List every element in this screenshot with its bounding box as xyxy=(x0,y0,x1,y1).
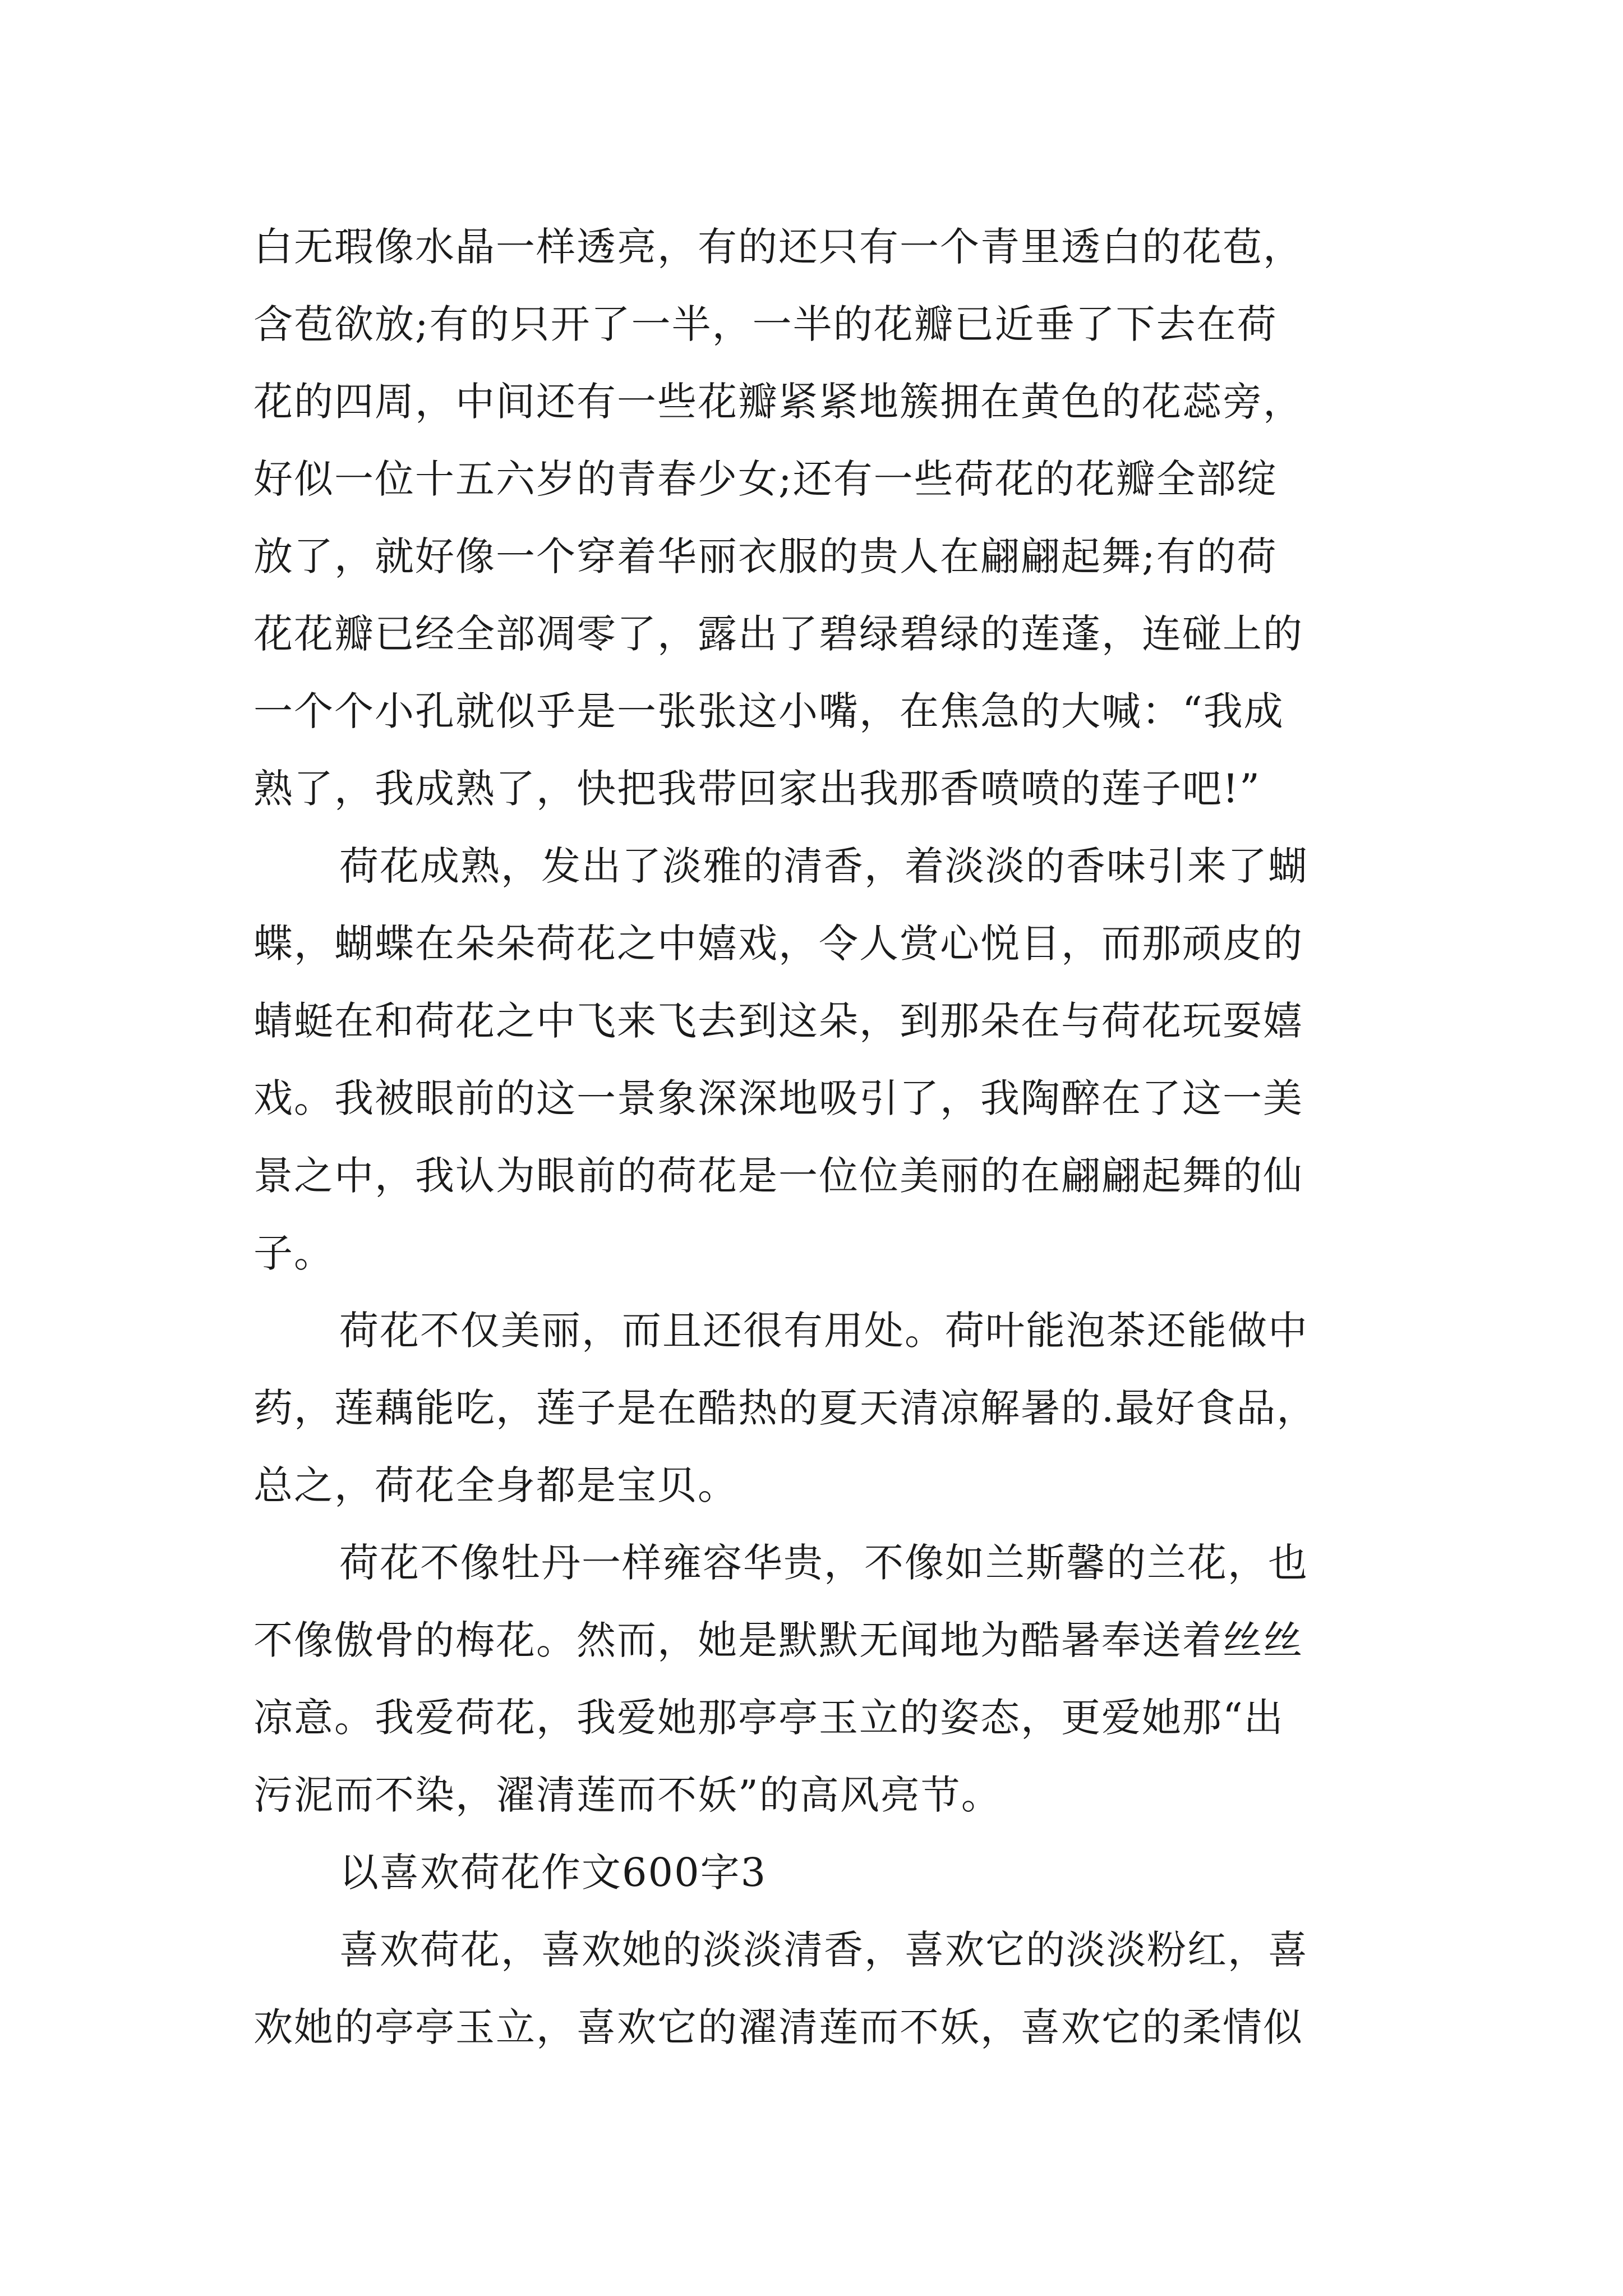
text-line: 总之，荷花全身都是宝贝。 xyxy=(253,1462,738,1508)
paragraph-start-line: 喜欢荷花，喜欢她的淡淡清香，喜欢它的淡淡粉红，喜 xyxy=(339,1927,1308,1973)
text-line: 蜻蜓在和荷花之中飞来飞去到这朵，到那朵在与荷花玩耍嬉 xyxy=(253,998,1303,1044)
text-line: 花花瓣已经全部凋零了，露出了碧绿碧绿的莲蓬，连碰上的 xyxy=(253,611,1303,657)
text-line: 不像傲骨的梅花。然而，她是默默无闻地为酷暑奉送着丝丝 xyxy=(253,1617,1303,1663)
text-line: 欢她的亭亭玉立，喜欢它的濯清莲而不妖，喜欢它的柔情似 xyxy=(253,2004,1303,2050)
text-line: 药，莲藕能吃，莲子是在酷热的夏天清凉解暑的.最好食品， xyxy=(253,1385,1317,1431)
text-line: 一个个小孔就似乎是一张张这小嘴，在焦急的大喊：“我成 xyxy=(253,688,1284,734)
text-line: 白无瑕像水晶一样透亮，有的还只有一个青里透白的花苞， xyxy=(253,224,1303,270)
paragraph-start-line: 荷花不仅美丽，而且还很有用处。荷叶能泡茶还能做中 xyxy=(339,1308,1308,1354)
text-line: 熟了，我成熟了，快把我带回家出我那香喷喷的莲子吧!” xyxy=(253,766,1261,812)
text-line: 放了，就好像一个穿着华丽衣服的贵人在翩翩起舞;有的荷 xyxy=(253,533,1278,579)
text-line: 蝶，蝴蝶在朵朵荷花之中嬉戏，令人赏心悦目，而那顽皮的 xyxy=(253,921,1303,967)
text-line: 子。 xyxy=(253,1230,334,1276)
text-line: 花的四周，中间还有一些花瓣紧紧地簇拥在黄色的花蕊旁， xyxy=(253,379,1303,425)
text-line: 含苞欲放;有的只开了一半，一半的花瓣已近垂了下去在荷 xyxy=(253,301,1278,347)
text-line: 好似一位十五六岁的青春少女;还有一些荷花的花瓣全部绽 xyxy=(253,456,1278,502)
paragraph-start-line: 荷花不像牡丹一样雍容华贵，不像如兰斯馨的兰花，也 xyxy=(339,1540,1308,1586)
text-line: 景之中，我认为眼前的荷花是一位位美丽的在翩翩起舞的仙 xyxy=(253,1153,1303,1199)
section-heading: 以喜欢荷花作文600字3 xyxy=(339,1849,767,1895)
paragraph-start-line: 荷花成熟，发出了淡雅的清香，着淡淡的香味引来了蝴 xyxy=(339,843,1308,889)
text-line: 污泥而不染，濯清莲而不妖”的高风亮节。 xyxy=(253,1772,1002,1818)
text-line: 凉意。我爱荷花，我爱她那亭亭玉立的姿态，更爱她那“出 xyxy=(253,1695,1284,1741)
text-line: 戏。我被眼前的这一景象深深地吸引了，我陶醉在了这一美 xyxy=(253,1075,1303,1121)
